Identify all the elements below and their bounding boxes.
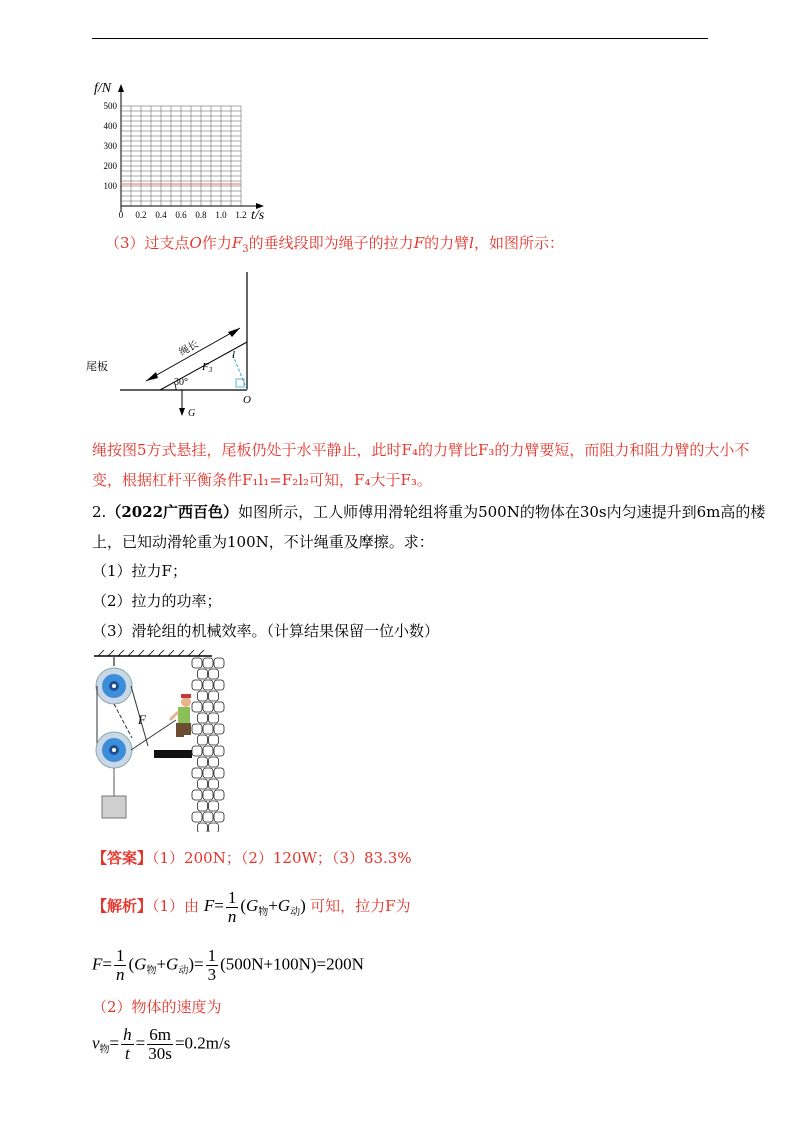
brick: [214, 658, 224, 668]
y-axis-label: f/N: [94, 81, 112, 96]
velocity-equation: $v_物=$ $\frac{h}{t}$ = $\frac{6m}{30s}$ =0.2m/s: [92, 1025, 231, 1063]
brick: [214, 768, 224, 778]
brick: [209, 823, 219, 832]
analysis-line1: 【解析】（1）由 F= $\frac{1}{n}$ $(G_物+G_动)$ 可知，拉力F为: [92, 887, 411, 926]
force-equation: F= $\frac{1}{n}$ $(G_物+G_动)=$ $\frac{1}{3}$ (500N+100N)=200N: [92, 946, 364, 984]
brick: [203, 812, 213, 822]
brick: [192, 790, 202, 800]
brick: [214, 702, 224, 712]
brick: [203, 768, 213, 778]
brick: [203, 724, 213, 734]
explain-line2: 变，根据杠杆平衡条件F₁l₁=F₂l₂可知，F₄大于F₃。: [92, 471, 432, 489]
brick: [209, 669, 219, 679]
rope-length-label: 绳长: [177, 338, 201, 359]
worker: [170, 694, 191, 737]
weight-block: [102, 796, 126, 818]
q2-sub2: （2）拉力的功率；: [92, 592, 222, 610]
y-tick-label: 500: [103, 101, 117, 111]
chart-grid: [121, 106, 241, 206]
y-tick-labels: [104, 101, 118, 191]
y-axis-arrow: [118, 84, 124, 92]
q2-sub1: （1）拉力F；: [92, 562, 187, 580]
analysis-part2: （2）物体的速度为: [92, 998, 222, 1016]
y-tick-label: 200: [103, 161, 117, 171]
brick: [192, 746, 202, 756]
pulley-figure: [92, 650, 242, 832]
brick: [214, 680, 224, 690]
brick: [209, 691, 219, 701]
brick: [203, 702, 213, 712]
header-rule: [92, 38, 708, 39]
rope-length-arrow-left: [146, 372, 158, 381]
brick: [214, 812, 224, 822]
brick: [198, 669, 208, 679]
q2-line2: 上，已知动滑轮重为100N，不计绳重及摩擦。求：: [92, 533, 434, 551]
brick: [198, 735, 208, 745]
l-label: l: [232, 349, 236, 361]
y-tick-label: 400: [103, 121, 117, 131]
lever-figure: [84, 262, 264, 422]
q2-line1: 2.（2022广西百色）如图所示，工人师傅用滑轮组将重为500N的物体在30s内匀速提升到6m高的楼: [92, 503, 766, 521]
brick: [198, 691, 208, 701]
answer-line: 【答案】（1）200N；（2）120W；（3）83.3%: [92, 849, 412, 867]
brick: [198, 801, 208, 811]
brick: [192, 812, 202, 822]
angle-label: 30°: [174, 377, 188, 388]
platform: [154, 750, 192, 758]
gravity-arrow: [179, 408, 185, 416]
o-label: O: [243, 394, 251, 406]
brick: [203, 680, 213, 690]
brick: [198, 713, 208, 723]
q2-sub3: （3）滑轮组的机械效率。（计算结果保留一位小数）: [92, 622, 440, 640]
friction-time-chart: [88, 74, 288, 224]
x-axis-label: t/s: [251, 208, 265, 223]
brick: [209, 713, 219, 723]
ceiling-hatch: [98, 650, 204, 656]
brick: [214, 746, 224, 756]
brick: [203, 746, 213, 756]
x-tick-label: 0.2: [135, 210, 147, 220]
tail-board-label: 尾板: [86, 361, 108, 373]
brick: [209, 757, 219, 767]
force-f-label: F: [138, 712, 146, 727]
brick: [214, 724, 224, 734]
brick: [198, 757, 208, 767]
movable-pulley: [96, 732, 132, 768]
brick: [198, 779, 208, 789]
brick: [192, 724, 202, 734]
brick: [203, 790, 213, 800]
brick: [209, 735, 219, 745]
rope-length-line: [146, 328, 240, 381]
brick: [214, 790, 224, 800]
f3-label: F3: [202, 361, 213, 374]
x-tick-label: 1.0: [215, 210, 227, 220]
g-label: G: [188, 408, 196, 419]
part3-text: （3）过支点O作力$F_3$的垂线段即为绳子的拉力F的力臂l，如图所示：: [105, 234, 564, 255]
explain-line1: 绳按图5方式悬挂，尾板仍处于水平静止，此时F₄的力臂比F₃的力臂要短，而阻力和阻力臂的大小不: [92, 441, 750, 459]
x-tick-labels: [119, 210, 247, 220]
x-tick-label: 1.2: [235, 210, 247, 220]
brick: [209, 779, 219, 789]
brick: [192, 658, 202, 668]
y-tick-label: 300: [103, 141, 117, 151]
brick: [198, 823, 208, 832]
brick: [203, 658, 213, 668]
brick: [192, 680, 202, 690]
brick-wall: [192, 658, 224, 832]
brick: [192, 768, 202, 778]
brick: [209, 801, 219, 811]
x-tick-label: 0.4: [155, 210, 167, 220]
x-tick-label: 0.6: [175, 210, 187, 220]
x-tick-label: 0: [118, 210, 124, 220]
rope-length-arrow-right: [228, 328, 240, 337]
brick: [192, 702, 202, 712]
x-tick-label: 0.8: [195, 210, 207, 220]
y-tick-label: 100: [103, 181, 117, 191]
fixed-pulley: [96, 668, 132, 704]
